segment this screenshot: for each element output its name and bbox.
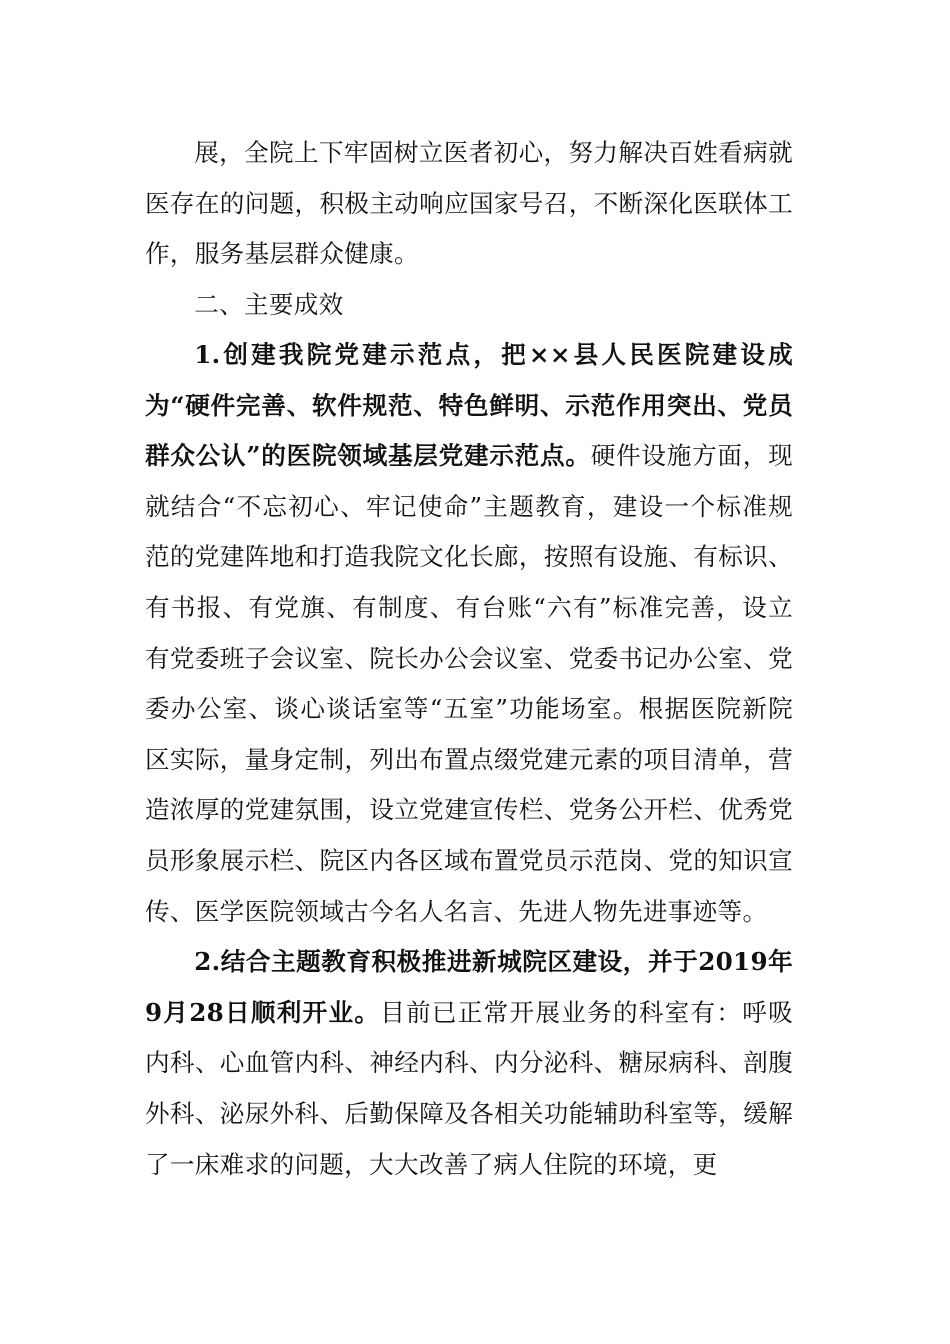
item-2-body: 目前已正常开展业务的科室有：呼吸内科、心血管内科、神经内科、内分泌科、糖尿病科、剖腹外科、泌尿外科、后勤保障及各相关功能辅助科室等，缓解了一床难求的问题，大大改善了病人住院的环境，更: [145, 997, 793, 1179]
achievement-item-2: [145, 937, 793, 1190]
document-body-main: [145, 330, 793, 1190]
item-2-bold-lead: 2.结合主题教育积极推进新城院区建设，并于2019年9月28日顺利开业。: [145, 947, 793, 1027]
section-heading: 二、主要成效: [194, 289, 344, 319]
document-body-top: [145, 128, 793, 330]
achievement-item-1: [145, 330, 793, 937]
continued-paragraph: 展，全院上下牢固树立医者初心，努力解决百姓看病就医存在的问题，积极主动响应国家号召，不断深化医联体工作，服务基层群众健康。: [145, 138, 793, 269]
item-1-body: 硬件设施方面，现就结合“不忘初心、牢记使命”主题教育，建设一个标准规范的党建阵地和打造我院文化长廊，按照有设施、有标识、有书报、有党旗、有制度、有台账“六有”标准完善，设立有党委班子会议室、院长办公会议室、党委书记办公室、党委办公室、谈心谈话室等“五室”功能场室。根据医院新院区实际，量身定制，列出布置点缀党建元素的项目清单，营造浓厚的党建氛围，设立党建宣传栏、党务公开栏、优秀党员形象展示栏、院区内各区域布置党员示范岗、党的知识宣传、医学医院领域古今名人名言、先进人物先进事迹等。: [145, 441, 793, 926]
item-1-bold-lead: 1.创建我院党建示范点，把××县人民医院建设成为“硬件完善、软件规范、特色鲜明、示范作用突出、党员群众公认”的医院领域基层党建示范点。: [145, 340, 793, 471]
